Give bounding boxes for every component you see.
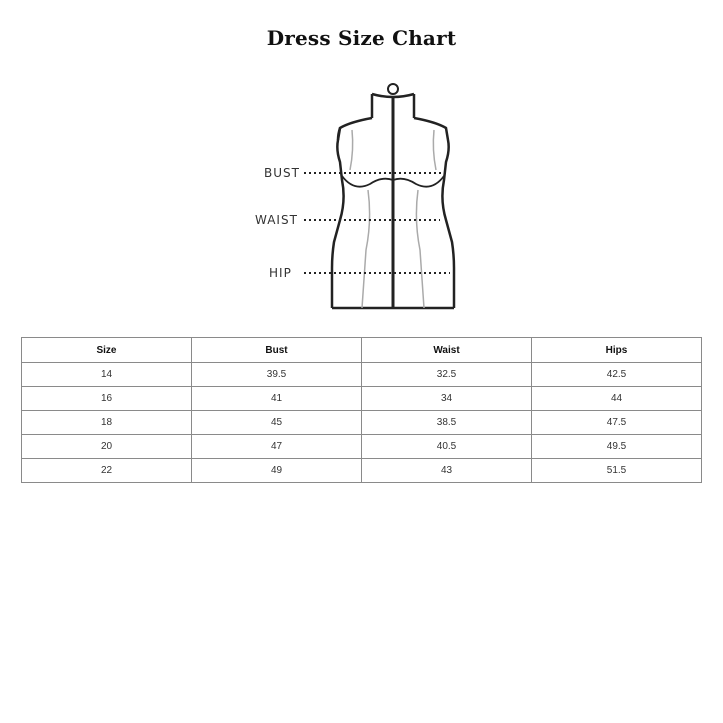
table-header-row xyxy=(22,338,702,363)
dress-form-figure xyxy=(250,80,470,312)
header-hips: Hips xyxy=(532,338,702,363)
cell-size: 16 xyxy=(22,387,192,411)
cell-bust: 47 xyxy=(192,435,362,459)
cell-hips: 47.5 xyxy=(532,411,702,435)
table-row xyxy=(22,363,702,387)
header-bust: Bust xyxy=(192,338,362,363)
cell-hips: 49.5 xyxy=(532,435,702,459)
cell-size: 20 xyxy=(22,435,192,459)
cell-hips: 44 xyxy=(532,387,702,411)
header-size: Size xyxy=(22,338,192,363)
cell-waist: 40.5 xyxy=(362,435,532,459)
size-table xyxy=(21,337,702,483)
waist-label: WAIST xyxy=(255,213,298,227)
cell-waist: 38.5 xyxy=(362,411,532,435)
cell-bust: 45 xyxy=(192,411,362,435)
cell-waist: 34 xyxy=(362,387,532,411)
cell-size: 22 xyxy=(22,459,192,483)
cell-waist: 32.5 xyxy=(362,363,532,387)
cell-bust: 49 xyxy=(192,459,362,483)
table-row xyxy=(22,435,702,459)
hip-label: HIP xyxy=(269,266,292,280)
header-waist: Waist xyxy=(362,338,532,363)
cell-waist: 43 xyxy=(362,459,532,483)
cell-bust: 39.5 xyxy=(192,363,362,387)
table-row xyxy=(22,459,702,483)
cell-hips: 51.5 xyxy=(532,459,702,483)
cell-size: 14 xyxy=(22,363,192,387)
table-row xyxy=(22,411,702,435)
page-title: Dress Size Chart xyxy=(266,26,457,50)
cell-size: 18 xyxy=(22,411,192,435)
table-row xyxy=(22,387,702,411)
bust-label: BUST xyxy=(264,166,300,180)
cell-bust: 41 xyxy=(192,387,362,411)
cell-hips: 42.5 xyxy=(532,363,702,387)
